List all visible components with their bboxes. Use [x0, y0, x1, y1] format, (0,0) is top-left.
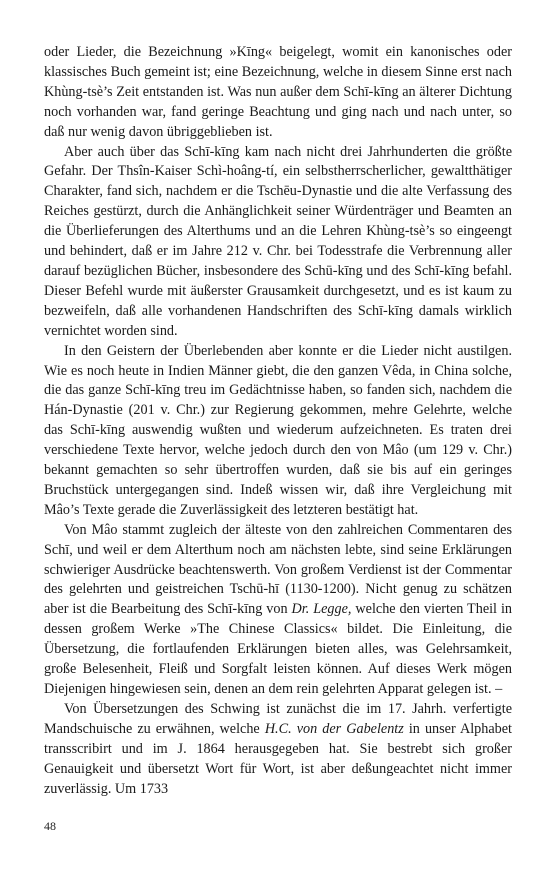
- paragraph: [44, 43, 512, 143]
- text-run: Von Übersetzungen des Schwing ist zunächst die im 17. Jahrh. verfertigte Mandschuische zu erwähnen, welche: [44, 700, 512, 737]
- text-run: oder Lieder, die Bezeichnung »Kīng« beigelegt, womit ein kanonisches oder klassisches Buch gemeint ist; eine Bezeichnung, welche in diesem Sinne erst nach Khùng-tsè’s Zeit entstanden ist. Was nun außer dem Schī-kīng an älterer Dichtung noch vorhanden war, fand geringe Beachtung und ging nach und nach unter, so daß nur wenig davon übriggeblieben ist.: [44, 44, 512, 140]
- paragraph: [44, 143, 512, 342]
- paragraph: [44, 700, 512, 800]
- body-text: [44, 43, 512, 799]
- text-run: welche den vierten Theil in dessen großem Werke »The Chinese Classics« bildet. Die Einleitung, die Übersetzung, die fortlaufenden Erklärungen bieten alles, was Gelehrsamkeit, große Belesenheit, Fleiß und Sorgfalt leisten können. Auf dieses Werk mögen Diejenigen hingewiesen sein, denen an dem rein gelehrten Apparat gelegen ist. –: [44, 601, 512, 697]
- page-number: 48: [44, 819, 56, 833]
- text-run: Aber auch über das Schī-kīng kam nach nicht drei Jahrhunderten die größte Gefahr. Der Thsîn-Kaiser Schì-hoâng-tí, ein selbstherrscherlicher, gewaltthätiger Charakter, fand sich, nachdem er die Tschēu-Dynastie und die alte Verfassung des Reiches gestürzt, durch die Anhänglichkeit seiner Würdenträger und Beamten an die Überlieferungen des Alterthums und an die Lehren Khùng-tsè’s so eingeengt und behindert, daß er im Jahre 212 v. Chr. bei Todesstrafe die Verbrennung aller darauf bezüglichen Bücher, insbesondere des Schū-kīng und des Schī-kīng befahl. Dieser Befehl wurde mit äußerster Grausamkeit durchgesetzt, und es ist kaum zu bezweifeln, daß alle vorhandenen Handschriften des Schī-kīng damals wirklich vernichtet worden sind.: [44, 143, 512, 339]
- paragraph: [44, 342, 512, 521]
- paragraph: [44, 521, 512, 700]
- text-run: In den Geistern der Überlebenden aber konnte er die Lieder nicht austilgen. Wie es noch heute in Indien Männer giebt, die den ganzen Vêda, in China solche, die das ganze Schī-kīng treu im Gedächtnisse haben, so fanden sich, nachdem die Hán-Dynastie (201 v. Chr.) zur Regierung gekommen, mehre Gelehrte, welche das Schī-kīng auswendig wußten und wiederum aufzeichneten. Es traten drei verschiedene Texte hervor, welche jedoch durch den von Mâo (um 129 v. Chr.) bekannt gemachten so sehr übertroffen wurden, daß sie bis auf ein geringes Bruchstück untergegangen sind. Indeß wissen wir, daß ihre Vergleichung mit Mâo’s Texte gerade die Zuverlässigkeit des letzteren bestätigt hat.: [44, 342, 512, 518]
- italic-text: Dr. Legge,: [291, 601, 352, 618]
- italic-text: H.C. von der Gabelentz: [264, 720, 404, 737]
- text-run: Von Mâo stammt zugleich der älteste von den zahlreichen Commentaren des Schī, und weil er dem Alterthum noch am nächsten lebte, sind seine Erklärungen schwieriger Ausdrücke beachtenswerth. Von großem Verdienst ist der Commentar des gelehrten und geistreichen Tschū-hī (1130-1200). Nicht genug zu schätzen aber ist die Bearbeitung des Schī-kīng von: [44, 521, 512, 618]
- text-run: in unser Alphabet transscribirt und im J. 1864 herausgegeben hat. Sie bestrebt sich großer Genauigkeit und übersetzt Wort für Wort, ist aber deßungeachtet nicht immer zuverlässig. Um 1733: [44, 720, 512, 797]
